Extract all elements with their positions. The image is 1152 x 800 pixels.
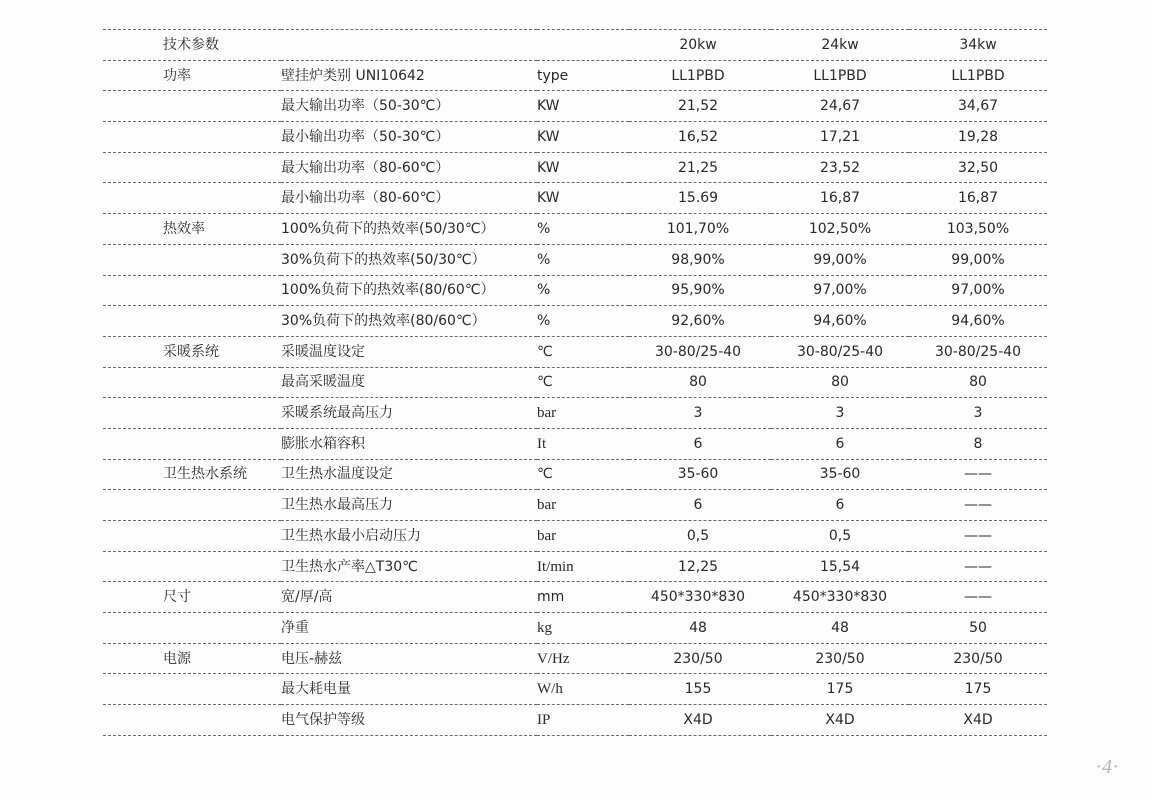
row-value-20kw: 155 [629, 674, 771, 705]
spec-table-body [103, 30, 1047, 736]
table-row [103, 674, 1047, 705]
row-value-20kw: 21,52 [629, 91, 771, 122]
table-row [103, 214, 1047, 245]
row-value-34kw: 99,00% [909, 244, 1047, 275]
row-category [103, 613, 281, 644]
row-value-24kw: 30-80/25-40 [771, 336, 909, 367]
row-unit: It [537, 428, 629, 459]
row-value-20kw: 6 [629, 490, 771, 521]
row-value-34kw: 16,87 [909, 183, 1047, 214]
table-row [103, 367, 1047, 398]
row-value-24kw: 16,87 [771, 183, 909, 214]
row-value-20kw: 230/50 [629, 643, 771, 674]
row-unit: bar [537, 398, 629, 429]
row-value-24kw: 24,67 [771, 91, 909, 122]
row-value-20kw: 450*330*830 [629, 582, 771, 613]
row-category [103, 551, 281, 582]
row-parameter: 30%负荷下的热效率(80/60℃） [281, 306, 537, 337]
table-row [103, 91, 1047, 122]
row-unit: ℃ [537, 459, 629, 490]
row-category [103, 91, 281, 122]
row-parameter: 30%负荷下的热效率(50/30℃） [281, 244, 537, 275]
row-parameter: 卫生热水温度设定 [281, 459, 537, 490]
row-parameter: 净重 [281, 613, 537, 644]
row-unit: bar [537, 521, 629, 552]
row-value-34kw: 34,67 [909, 91, 1047, 122]
header-model-24kw: 24kw [771, 30, 909, 61]
row-value-20kw: 0,5 [629, 521, 771, 552]
row-value-24kw: 35-60 [771, 459, 909, 490]
page-number: ·4· [1096, 756, 1119, 778]
row-category [103, 367, 281, 398]
row-value-34kw: 50 [909, 613, 1047, 644]
row-value-34kw: —— [909, 459, 1047, 490]
row-value-24kw: 94,60% [771, 306, 909, 337]
table-row [103, 122, 1047, 153]
row-unit: W/h [537, 674, 629, 705]
row-value-34kw: 8 [909, 428, 1047, 459]
row-value-34kw: 3 [909, 398, 1047, 429]
row-category: 电源 [103, 643, 281, 674]
row-value-24kw: 99,00% [771, 244, 909, 275]
table-row [103, 428, 1047, 459]
row-value-34kw: LL1PBD [909, 60, 1047, 91]
row-category [103, 490, 281, 521]
row-category [103, 306, 281, 337]
row-value-24kw: 230/50 [771, 643, 909, 674]
row-parameter: 最小输出功率（80-60℃） [281, 183, 537, 214]
table-row [103, 244, 1047, 275]
row-category [103, 183, 281, 214]
row-category [103, 428, 281, 459]
table-row [103, 521, 1047, 552]
row-parameter: 壁挂炉类别 UNI10642 [281, 60, 537, 91]
row-unit: mm [537, 582, 629, 613]
row-unit: bar [537, 490, 629, 521]
row-value-34kw: —— [909, 582, 1047, 613]
row-unit: KW [537, 183, 629, 214]
table-row [103, 459, 1047, 490]
row-value-20kw: 16,52 [629, 122, 771, 153]
row-value-34kw: 80 [909, 367, 1047, 398]
row-parameter: 电气保护等级 [281, 705, 537, 736]
row-unit: ℃ [537, 336, 629, 367]
row-value-24kw: 48 [771, 613, 909, 644]
header-unit-blank [537, 30, 629, 61]
row-category: 尺寸 [103, 582, 281, 613]
table-row [103, 490, 1047, 521]
row-category [103, 705, 281, 736]
row-parameter: 最大耗电量 [281, 674, 537, 705]
row-parameter: 最高采暖温度 [281, 367, 537, 398]
row-category: 卫生热水系统 [103, 459, 281, 490]
row-parameter: 卫生热水产率△T30℃ [281, 551, 537, 582]
row-value-20kw: 98,90% [629, 244, 771, 275]
row-parameter: 最大输出功率（80-60℃） [281, 152, 537, 183]
row-category: 采暖系统 [103, 336, 281, 367]
row-value-24kw: 6 [771, 490, 909, 521]
row-value-24kw: 80 [771, 367, 909, 398]
row-value-24kw: 0,5 [771, 521, 909, 552]
row-unit: V/Hz [537, 643, 629, 674]
row-value-34kw: 19,28 [909, 122, 1047, 153]
row-value-20kw: X4D [629, 705, 771, 736]
row-category [103, 521, 281, 552]
row-unit: % [537, 214, 629, 245]
row-parameter: 卫生热水最小启动压力 [281, 521, 537, 552]
row-parameter: 100%负荷下的热效率(80/60℃） [281, 275, 537, 306]
row-parameter: 卫生热水最高压力 [281, 490, 537, 521]
row-value-34kw: 32,50 [909, 152, 1047, 183]
row-value-34kw: —— [909, 521, 1047, 552]
row-unit: KW [537, 122, 629, 153]
row-value-24kw: LL1PBD [771, 60, 909, 91]
row-value-34kw: 230/50 [909, 643, 1047, 674]
row-value-34kw: 103,50% [909, 214, 1047, 245]
row-value-24kw: 15,54 [771, 551, 909, 582]
row-unit: type [537, 60, 629, 91]
row-value-20kw: 101,70% [629, 214, 771, 245]
row-parameter: 采暖系统最高压力 [281, 398, 537, 429]
header-model-20kw: 20kw [629, 30, 771, 61]
table-row [103, 582, 1047, 613]
row-value-34kw: —— [909, 490, 1047, 521]
row-value-34kw: 175 [909, 674, 1047, 705]
row-unit: % [537, 244, 629, 275]
row-parameter: 电压-赫兹 [281, 643, 537, 674]
table-row [103, 152, 1047, 183]
row-value-24kw: X4D [771, 705, 909, 736]
row-value-24kw: 102,50% [771, 214, 909, 245]
row-value-24kw: 6 [771, 428, 909, 459]
tech-spec-table [103, 29, 1047, 736]
row-unit: % [537, 275, 629, 306]
row-parameter: 最大输出功率（50-30℃） [281, 91, 537, 122]
row-parameter: 采暖温度设定 [281, 336, 537, 367]
table-header-row [103, 30, 1047, 61]
row-parameter: 最小输出功率（50-30℃） [281, 122, 537, 153]
row-value-20kw: 6 [629, 428, 771, 459]
row-unit: It/min [537, 551, 629, 582]
row-value-20kw: 80 [629, 367, 771, 398]
row-value-34kw: —— [909, 551, 1047, 582]
header-label: 技术参数 [103, 30, 281, 61]
row-value-34kw: X4D [909, 705, 1047, 736]
row-category [103, 674, 281, 705]
row-unit: kg [537, 613, 629, 644]
row-category [103, 275, 281, 306]
row-category: 功率 [103, 60, 281, 91]
table-row [103, 306, 1047, 337]
row-parameter: 100%负荷下的热效率(50/30℃） [281, 214, 537, 245]
row-value-34kw: 97,00% [909, 275, 1047, 306]
row-category [103, 122, 281, 153]
row-value-20kw: 30-80/25-40 [629, 336, 771, 367]
row-value-20kw: 95,90% [629, 275, 771, 306]
table-row [103, 551, 1047, 582]
row-category: 热效率 [103, 214, 281, 245]
table-row [103, 613, 1047, 644]
row-value-24kw: 3 [771, 398, 909, 429]
row-value-34kw: 30-80/25-40 [909, 336, 1047, 367]
row-category [103, 152, 281, 183]
row-category [103, 244, 281, 275]
row-parameter: 宽/厚/高 [281, 582, 537, 613]
row-value-24kw: 175 [771, 674, 909, 705]
row-value-20kw: 3 [629, 398, 771, 429]
row-category [103, 398, 281, 429]
table-row [103, 183, 1047, 214]
row-value-20kw: 12,25 [629, 551, 771, 582]
row-value-24kw: 97,00% [771, 275, 909, 306]
header-model-34kw: 34kw [909, 30, 1047, 61]
row-unit: ℃ [537, 367, 629, 398]
row-unit: KW [537, 91, 629, 122]
row-unit: % [537, 306, 629, 337]
row-value-20kw: LL1PBD [629, 60, 771, 91]
header-param-blank [281, 30, 537, 61]
row-value-24kw: 23,52 [771, 152, 909, 183]
row-value-20kw: 21,25 [629, 152, 771, 183]
row-value-24kw: 17,21 [771, 122, 909, 153]
row-value-20kw: 35-60 [629, 459, 771, 490]
table-row [103, 275, 1047, 306]
row-value-20kw: 15.69 [629, 183, 771, 214]
row-value-20kw: 92,60% [629, 306, 771, 337]
table-row [103, 336, 1047, 367]
table-row [103, 705, 1047, 736]
row-value-24kw: 450*330*830 [771, 582, 909, 613]
row-value-20kw: 48 [629, 613, 771, 644]
row-unit: KW [537, 152, 629, 183]
row-unit: IP [537, 705, 629, 736]
row-value-34kw: 94,60% [909, 306, 1047, 337]
table-row [103, 60, 1047, 91]
table-row [103, 643, 1047, 674]
row-parameter: 膨胀水箱容积 [281, 428, 537, 459]
table-row [103, 398, 1047, 429]
